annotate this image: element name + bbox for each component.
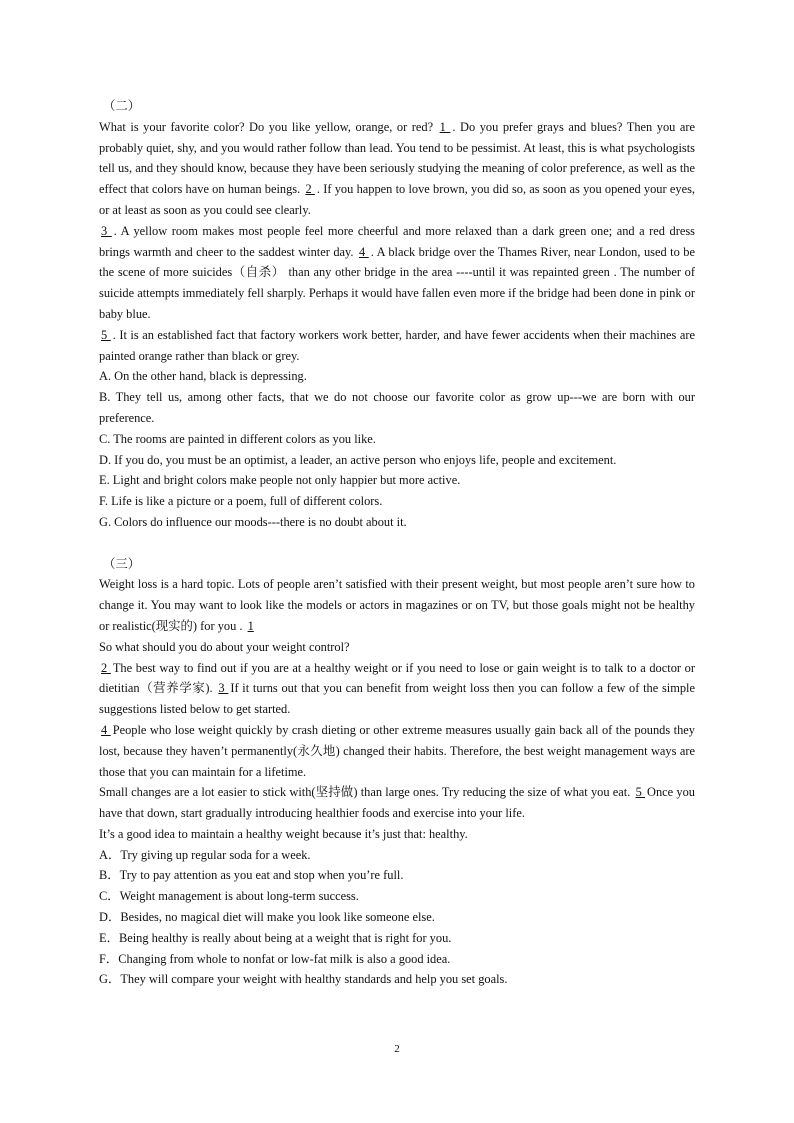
- option-item: D．Besides, no magical diet will make you look like someone else.: [99, 910, 435, 925]
- passage-text: The best way to find out if you are at a healthy weight or if you need to lose or gain weight is to talk to a doctor or dietitian（营养学家).: [99, 660, 695, 696]
- passage-text: . Do you prefer grays and blues? Then you are probably quiet, shy, and you would rather follow than lead. You tend to be pessimist. At least, this is what psychologists tell us, and they should know, because they have been seriously studying the meaning of color preference, as well as the effect that colors have on human beings.: [99, 119, 696, 197]
- page-number: 2: [394, 1043, 400, 1055]
- passage-text: . If you happen to love brown, you did so, as soon as you opened your eyes, or at least as soon as you could see clearly.: [99, 182, 695, 217]
- passage-paragraph: [99, 325, 695, 367]
- option-item: B．Try to pay attention as you eat and stop when you’re full.: [99, 868, 404, 883]
- section-spacer: [99, 533, 695, 554]
- answer-blank: 4: [101, 722, 111, 737]
- option-item: B. They tell us, among other facts, that we do not choose our favorite color as grow up---we are born with our preference.: [99, 390, 695, 425]
- passage-text: What is your favorite color? Do you like yellow, orange, or red?: [99, 119, 438, 134]
- passage-paragraph: [99, 221, 695, 325]
- passage-text: . A yellow room makes most people feel more cheerful and more relaxed than a dark green one; and a red dress brings warmth and cheer to the saddest winter day.: [99, 223, 695, 259]
- passage-text: . It is an established fact that factory workers work better, harder, and have fewer accidents when their machines are painted orange rather than black or grey.: [99, 327, 695, 363]
- answer-blank: 3: [218, 681, 229, 696]
- option-item: D. If you do, you must be an optimist, a leader, an active person who enjoys life, people and excitement.: [99, 452, 617, 467]
- option-item: E. Light and bright colors make people not only happier but more active.: [99, 473, 461, 488]
- passage-paragraph: [99, 720, 695, 782]
- option-item: F. Life is like a picture or a poem, full of different colors.: [99, 494, 383, 509]
- option-item: A. On the other hand, black is depressing.: [99, 369, 307, 384]
- passage-paragraph: [99, 658, 695, 720]
- passage-text: . A black bridge over the Thames River, near London, used to be the scene of more suicides（自杀） than any other bridge in the area ----until it was repainted green . The number of suicide attempts immediately fell sharply. Perhaps it would have fallen even more if the bridge had been done in pink or baby blue.: [99, 244, 695, 321]
- passage-text: Once you have that down, start gradually introducing healthier foods and exercise into your life.: [99, 785, 696, 821]
- option-item: A．Try giving up regular soda for a week.: [99, 847, 311, 862]
- passage-text: Weight loss is a hard topic. Lots of people aren’t satisfied with their present weight, but most people aren’t sure how to change it. You may want to look like the models or actors in magazines or on TV, but those goals might not be healthy or realistic(现实的) for you .: [99, 577, 695, 633]
- passage-paragraph: [99, 574, 695, 636]
- section-heading-3: （三）: [103, 556, 141, 571]
- passage-paragraph: [99, 782, 695, 824]
- passage-paragraph: So what should you do about your weight control?: [99, 639, 350, 654]
- passage-text: People who lose weight quickly by crash dieting or other extreme measures usually gain back all of the pounds they lost, because they haven’t permanently(永久地) changed their habits. Therefore, the best weight management ways are those that you can maintain for a lifetime.: [99, 722, 695, 779]
- option-item: G. Colors do influence our moods---there is no doubt about it.: [99, 514, 407, 529]
- passage-text: Small changes are a lot easier to stick with(坚持做) than large ones. Try reducing the size of what you eat.: [99, 785, 634, 800]
- answer-blank: 5: [635, 785, 646, 800]
- answer-blank: 2: [305, 182, 315, 197]
- option-item: E．Being healthy is really about being at a weight that is right for you.: [99, 930, 452, 945]
- answer-blank: 1: [439, 119, 451, 134]
- answer-blank: 1: [247, 618, 254, 633]
- page-content: [99, 96, 695, 990]
- option-item: G．They will compare your weight with healthy standards and help you set goals.: [99, 972, 508, 987]
- option-item: C. The rooms are painted in different colors as you like.: [99, 431, 376, 446]
- passage-text: If it turns out that you can benefit from weight loss then you can follow a few of the simple suggestions listed below to get started.: [99, 681, 695, 717]
- passage-paragraph: [99, 117, 695, 221]
- passage-paragraph: It’s a good idea to maintain a healthy weight because it’s just that: healthy.: [99, 826, 468, 841]
- option-item: C．Weight management is about long-term success.: [99, 889, 359, 904]
- option-item: F．Changing from whole to nonfat or low-fat milk is also a good idea.: [99, 951, 451, 966]
- answer-blank: 4: [359, 244, 369, 259]
- answer-blank: 2: [101, 660, 111, 675]
- answer-blank: 5: [101, 327, 111, 342]
- answer-blank: 3: [101, 223, 112, 238]
- section-heading-2: （二）: [103, 99, 141, 113]
